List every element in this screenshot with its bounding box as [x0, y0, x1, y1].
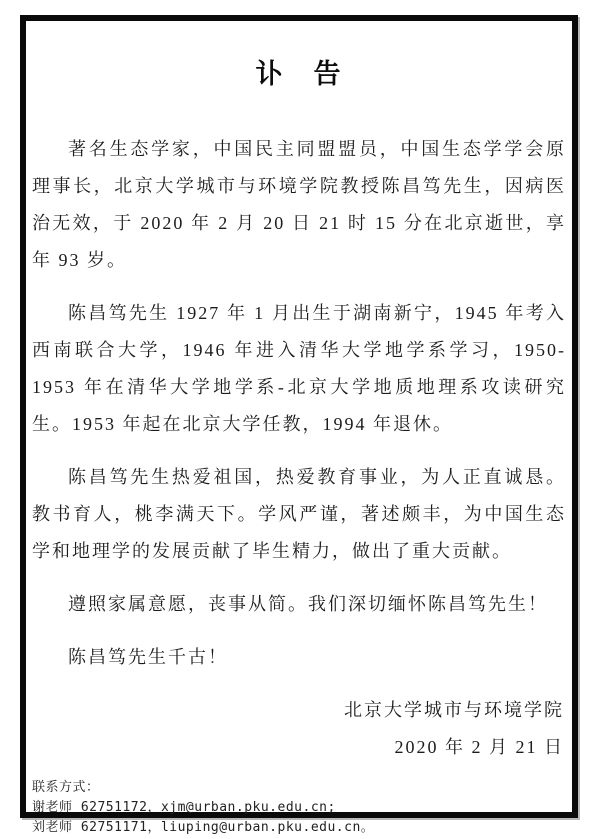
contact-label: 联系方式： [32, 780, 100, 795]
signature-organization: 北京大学城市与环境学院 [344, 700, 564, 720]
notice-body [32, 131, 566, 676]
notice-title: 讣 告 [255, 59, 343, 89]
contact-line-2: 刘老师 62751171，liuping@urban.pku.edu.cn。 [32, 820, 375, 835]
contact-block [32, 778, 566, 838]
contact-line-1: 谢老师 62751172，xjm@urban.pku.edu.cn; [32, 800, 336, 815]
body-paragraph-5: 陈昌笃先生千古！ [68, 647, 228, 667]
body-paragraph-3: 陈昌笃先生热爱祖国，热爱教育事业，为人正直诚恳。教书育人，桃李满天下。学风严谨，著述颇丰，为中国生态学和地理学的发展贡献了毕生精力，做出了重大贡献。 [32, 467, 566, 561]
body-paragraph-2: 陈昌笃先生 1927 年 1 月出生于湖南新宁，1945 年考入西南联合大学，1946 年进入清华大学地学系学习，1950-1953 年在清华大学地学系-北京大学地质地理系攻读研究生。1953 年起在北京大学任教，1994 年退休。 [32, 303, 566, 434]
body-paragraph-1: 著名生态学家，中国民主同盟盟员，中国生态学学会原理事长，北京大学城市与环境学院教授陈昌笃先生，因病医治无效，于 2020 年 2 月 20 日 21 时 15 分在北京逝世，享年 93 岁。 [32, 139, 566, 270]
body-paragraph-4: 遵照家属意愿，丧事从简。我们深切缅怀陈昌笃先生！ [68, 594, 548, 614]
document-content [32, 21, 566, 835]
signature-block [32, 692, 566, 766]
signature-date: 2020 年 2 月 21 日 [394, 737, 564, 757]
document-border-frame [20, 15, 578, 835]
